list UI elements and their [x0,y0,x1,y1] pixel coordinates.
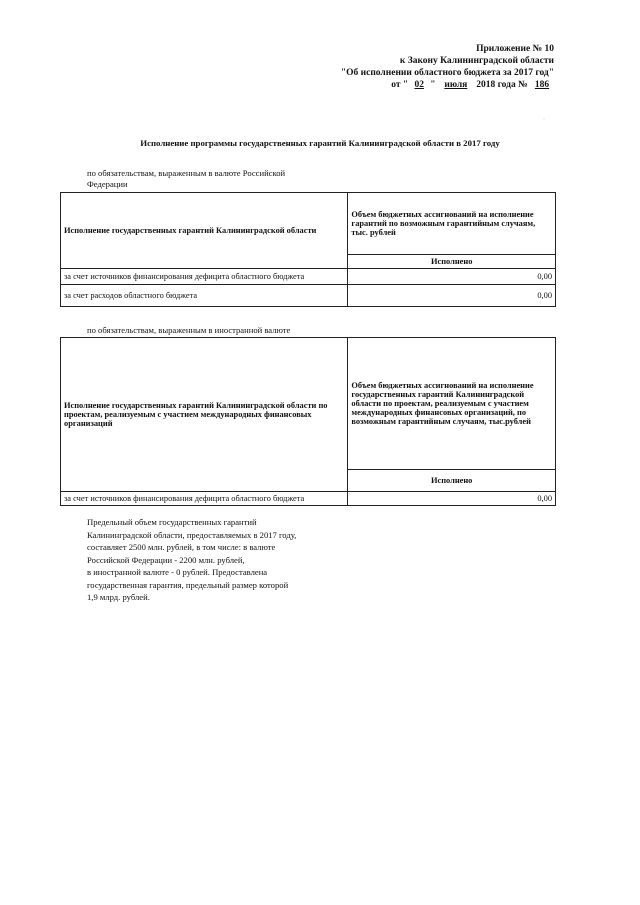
table-row [61,269,556,285]
date-mid: " [430,80,436,90]
section2-col2-sub: Исполнено [348,470,556,492]
date-year: 2018 года № [476,80,528,90]
section1-subtitle-line2: Федерации [87,179,128,189]
limit-note [87,516,407,604]
section1-subtitle-line1: по обязательствам, выраженным в валюте Российской [87,168,286,178]
table-row [61,492,556,506]
row-value: 0,00 [348,285,556,307]
section2-table [60,337,556,506]
law-title: "Об исполнении областного бюджета за 2017 год" [340,68,554,78]
document-header [341,43,554,91]
row-label: за счет расходов областного бюджета [61,285,348,307]
date-month: июля [444,80,468,90]
page-title: Исполнение программы государственных гарантий Калининградской области в 2017 году [140,138,500,148]
appendix-label: Приложение № 10 [476,44,554,54]
law-date-line [341,79,554,91]
note-line: в иностранной валюте - 0 рублей. Предоставлена [87,567,268,577]
section1-col2-header: Объем бюджетных ассигнований на исполнение гарантий по возможным гарантийным случаям, тыс. рублей [348,193,556,255]
scan-mark: · [543,117,545,123]
table-row [61,285,556,307]
section1-col1-header: Исполнение государственных гарантий Калининградской области [61,193,348,269]
section2-col1-header: Исполнение государственных гарантий Калининградской области по проектам, реализуемым с участием международных финансовых организаций [61,338,348,492]
note-line: Российской Федерации - 2200 млн. рублей, [87,554,245,565]
note-line: Предельный объем государственных гарантий [87,517,257,527]
row-label: за счет источников финансирования дефицита областного бюджета [61,269,348,285]
section1-subtitle [87,168,285,190]
law-reference: к Закону Калининградской области [399,56,554,66]
note-line: государственная гарантия, предельный размер которой [87,579,289,590]
section2-subtitle: по обязательствам, выраженным в иностранной валюте [87,325,291,335]
law-number: 186 [534,80,550,90]
section1-col2-sub: Исполнено [348,255,556,269]
section2-header-row [61,338,556,470]
note-line: составляет 2500 млн. рублей, в том числе: в валюте [87,542,276,552]
note-line: 1,9 млрд. рублей. [87,592,150,602]
section1-table [60,192,556,307]
note-line: Калининградской области, предоставляемых в 2017 году, [87,529,297,540]
row-value: 0,00 [348,492,556,506]
section2-col2-header: Объем бюджетных ассигнований на исполнение государственных гарантий Калининградской области по проектам, реализуемым с участием международных финансовых организаций, по возможным гарантийным случаям, тыс.рублей [348,338,556,470]
row-value: 0,00 [348,269,556,285]
date-day: 02 [414,80,424,90]
section1-header-row [61,193,556,255]
date-prefix: от " [391,80,409,90]
row-label: за счет источников финансирования дефицита областного бюджета [61,492,348,506]
